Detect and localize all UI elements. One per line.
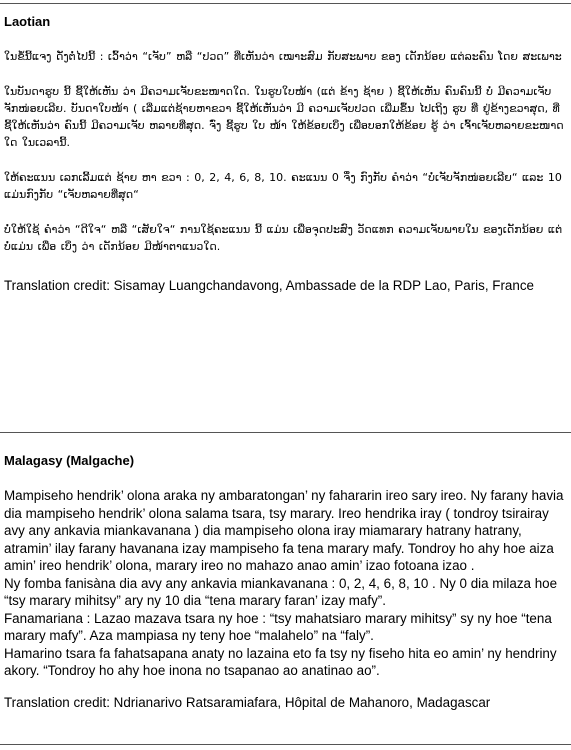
malagasy-paragraph-2: Ny fomba fanisàna dia avy any ankavia miankavanana : 0, 2, 4, 6, 8, 10 . Ny 0 dia milaza hoe “tsy marary mihitsy” ary ny 10 dia “tena marary faran’ izay mafy”. (4, 575, 558, 608)
laotian-title: Laotian (4, 14, 51, 29)
malagasy-credit: Translation credit: Ndrianarivo Ratsaramiafara, Hôpital de Mahanoro, Madagascar (4, 694, 491, 710)
laotian-paragraph-3: ໃຫ້ຄະແນນ ເລກເລີ້ມແຕ່ ຊ້າຍ ຫາ ຂວາ : 0, 2, 4, 6, 8, 10. ຄະແນນ 0 ຈຶ່ງ ກົງກັບ ຄຳວ່າ “ບໍ່ເຈັບຈັກໜ່ອຍເລີຍ“ ແລະ 10 ແມ່ນກົງກັບ “ເຈັບຫລາຍທີ່ສຸດ“ (4, 171, 562, 201)
laotian-section (4, 14, 567, 295)
bottom-divider (0, 744, 571, 745)
laotian-credit: Translation credit: Sisamay Luangchandavong, Ambassade de la RDP Lao, Paris, France (4, 278, 534, 293)
laotian-paragraph-1: ໃນຂໍ້ນີ້ແຈງ ດັ່ງຕໍ່ໄປນີ້ : ເວົ້າວ່າ “ເຈັບ” ຫລື “ປວດ” ທີ່ເຫັນວ່າ ເໝາະສົມ ກັບສະພາບ ຂອງ ເດັກນ້ອຍ ແຕ່ລະຄົນ ໂດຍ ສະເພາະ (4, 50, 562, 63)
laotian-paragraph-4: ບໍ່ໃຫ້ໃຊ້ ຄຳວ່າ “ດີໃຈ“ ຫລື “ເສັຍໃຈ“ ການໃຊ້ຄະແນນ ນີ້ ແມ່ນ ເພື່ອຈຸດປະສົງ ວັດແທກ ຄວາມເຈັບພາຍໃນ ຂອງເດັກນ້ອຍ ແຕ່ບໍ່ແມ່ນ ເພື່ອ ເບິ່ງ ວ່າ ເດັກນ້ອຍ ມີໜ້າຕາແນວໃດ. (4, 223, 563, 253)
top-divider (0, 3, 571, 4)
malagasy-title: Malagasy (Malgache) (4, 453, 135, 468)
malagasy-section (4, 453, 567, 711)
laotian-paragraph-2: ໃນບັນດາຮູບ ນີ້ ຊີ້ໃຫ້ເຫັນ ວ່າ ມີຄວາມເຈັບຂະໜາດໃດ. ໃນຮູບໃບໜ້າ (ແຕ່ ຂ້າງ ຊ້າຍ ) ຊີ້ໃຫ້ເຫັນ ຄົນຄົນນີ້ ບໍ່ ມີຄວາມເຈັບ ຈັກໜ່ອຍເລີຍ. ບັນດາໃບໜ້າ ( ເລີ່ມແຕ່ຊ້າຍຫາຂວາ ຊີ້ໃຫ້ເຫັນວ່າ ມີ ຄວາມເຈັບປວດ ເພີ່ມຂຶ້ນ ໄປເຖິງ ຮູບ ທີ່ ຢູ່ຂ້າງຂວາສຸດ, ທີ່ຊີ້ໃຫ້ເຫັນວ່າ ຄົນນີ້ ມີຄວາມເຈັບ ຫລາຍທີ່ສຸດ. ຈົ່ງ ຊີ້ຮູບ ໃບ ໜ້າ ໃຫ້ຂ້ອຍເບິ່ງ ເພື່ອບອກໃຫ້ຂ້ອຍ ຮູ້ ວ່າ ເຈົ້າເຈັບຫລາຍຂະໜາດໃດ ໃນເວລານີ້. (4, 85, 564, 149)
malagasy-paragraph-3: Fanamariana : Lazao mazava tsara ny hoe : “tsy mahatsiaro marary mihitsy” sy ny hoe “tena marary mafy”. Aza mampiasa ny teny hoe “malahelo” na “faly”. (4, 610, 552, 643)
middle-divider (0, 432, 571, 433)
malagasy-paragraph-4: Hamarino tsara fa fahatsapana anaty no lazaina eto fa tsy ny fiseho hita eo amin’ ny hendriny akory. “Tondroy ho ahy hoe inona no tsapanao ao anatinao ao”. (4, 645, 557, 678)
malagasy-paragraph-1: Mampiseho hendrik’ olona araka ny ambaratongan’ ny fahararin ireo sary ireo. Ny farany havia dia mampiseho hendrik’ olona salama tsara, tsy marary. Ireo hendrika iray ( tondroy tsirairay avy any ankavia miankavanana ) dia mampiseho olona iray miamarary hatrany hatrany, atramin’ ilay farany havanana izay mampiseho fa tena marary mafy. Tondroy ho ahy hoe aiza amin’ ireo hendrik’ olona, marary ireo no mahazo anao amin’ izao fotoana izao . (4, 488, 564, 573)
